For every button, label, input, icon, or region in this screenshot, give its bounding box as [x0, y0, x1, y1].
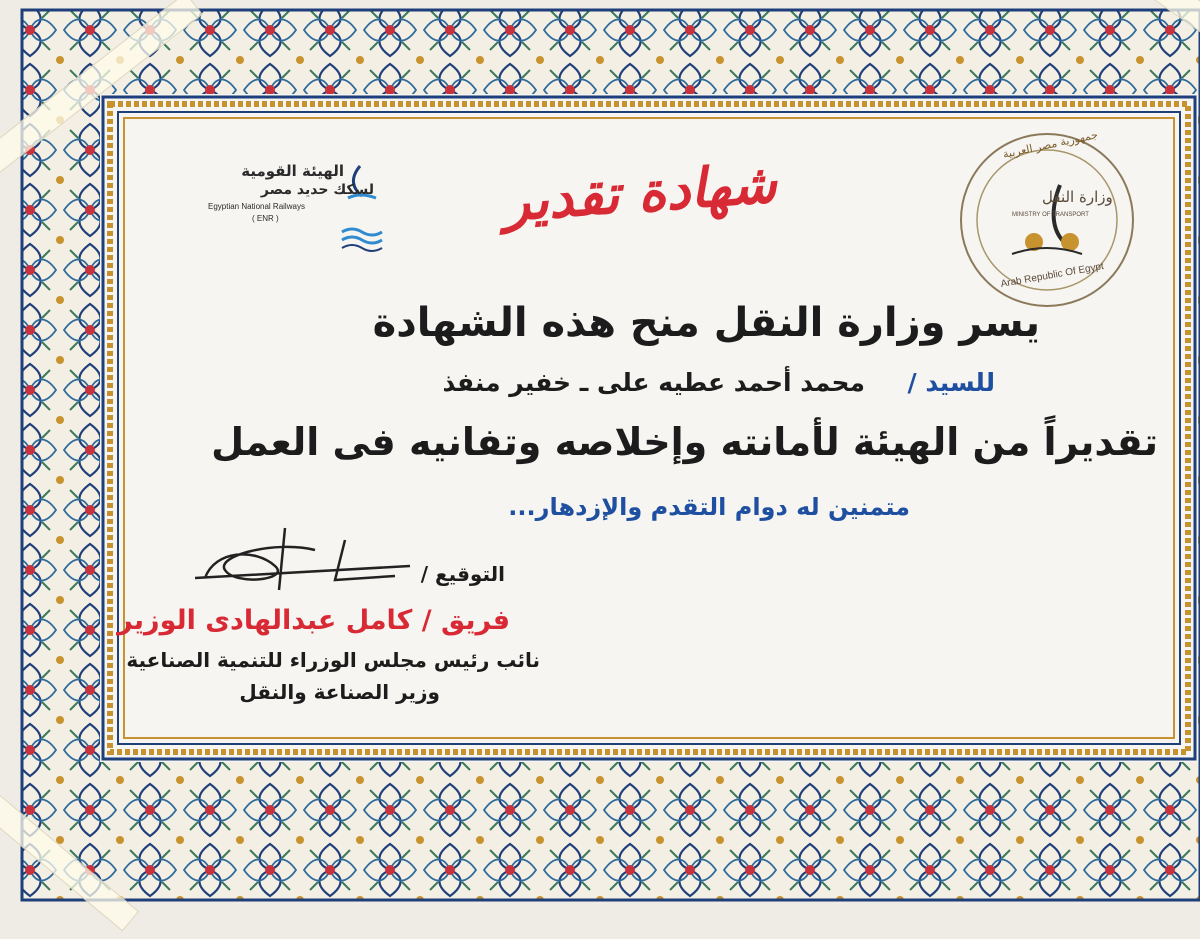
enr-abbr: ( ENR ): [252, 214, 279, 223]
enr-name-line2: لسكك حديد مصر: [260, 182, 374, 198]
seal-top-text: جمهورية مصر العربية: [1001, 128, 1100, 161]
recipient-name: محمد أحمد عطيه على ـ خفير منفذ: [442, 368, 865, 397]
seal-circle-icon: [942, 130, 1152, 310]
signature-label: التوقيع /: [420, 562, 505, 586]
intro-line: يسر وزارة النقل منح هذه الشهادة: [372, 300, 1040, 346]
enr-name-english: Egyptian National Railways: [208, 202, 305, 211]
wishes-line: متمنين له دوام التقدم والإزدهار...: [508, 493, 910, 521]
enr-name-line1: الهيئة القومية: [241, 162, 344, 180]
signer-role-1: نائب رئيس مجلس الوزراء للتنمية الصناعية: [126, 648, 540, 672]
seal-bottom-text: Arab Republic Of Egypt: [999, 261, 1105, 290]
handwritten-signature: [195, 520, 435, 600]
certificate-title: شهادة تقدير: [501, 150, 779, 234]
signer-role-2: وزير الصناعة والنقل: [239, 680, 440, 704]
appreciation-line: تقديراً من الهيئة لأمانته وإخلاصه وتفانيه فى العمل: [211, 420, 1158, 464]
enr-logo: [190, 162, 400, 262]
seal-ministry-english: MINISTRY OF TRANSPORT: [1012, 212, 1089, 218]
signer-name: فريق / كامل عبدالهادى الوزير: [117, 605, 510, 636]
ministry-seal: [942, 130, 1152, 310]
ministry-wave-icon: [340, 224, 390, 254]
recipient-label: للسيد /: [907, 368, 995, 397]
seal-ministry: وزارة النقل: [1042, 188, 1113, 206]
